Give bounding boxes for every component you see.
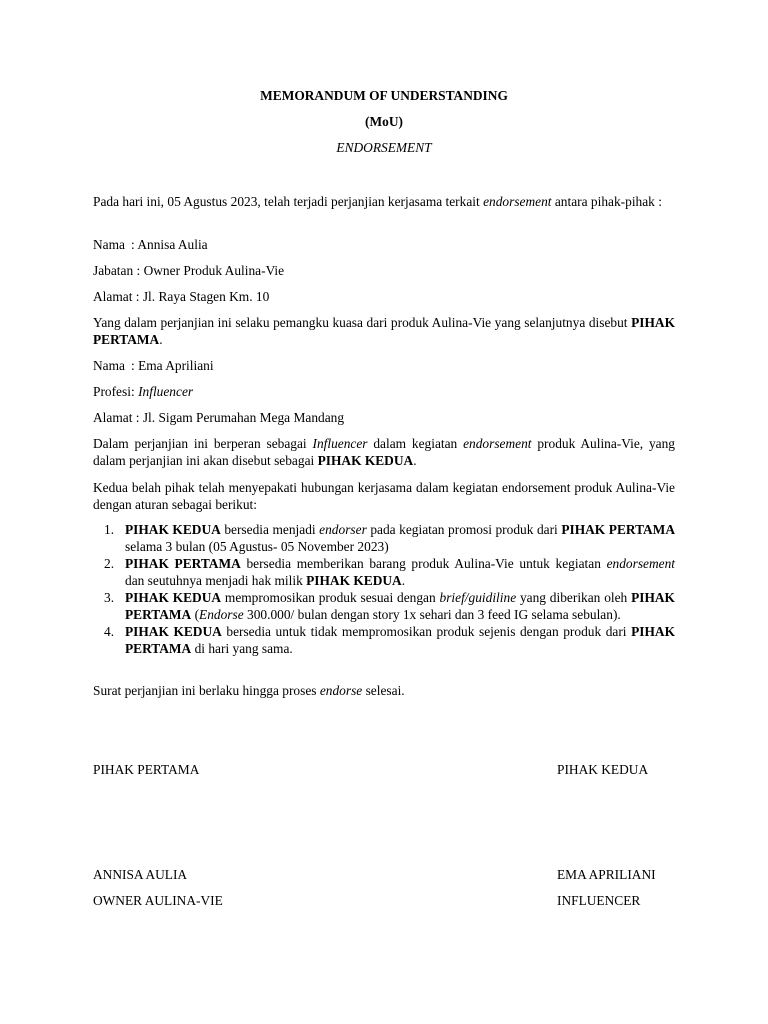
closing-paragraph bbox=[93, 682, 675, 699]
party1-desc-text: Yang dalam perjanjian ini selaku pemangku kuasa dari produk Aulina-Vie yang selanjutnya disebut bbox=[93, 315, 632, 330]
signature-right-role: PIHAK KEDUA bbox=[557, 762, 649, 777]
party1-address-line bbox=[93, 288, 675, 305]
party2-name-label: Nama bbox=[93, 358, 125, 373]
term-text: di hari yang sama. bbox=[191, 641, 293, 656]
document-kind: ENDORSEMENT bbox=[336, 140, 432, 155]
party1-description bbox=[93, 314, 675, 348]
term-text: ( bbox=[191, 607, 200, 622]
party2-desc-a: Dalam perjanjian ini berperan sebagai bbox=[93, 436, 313, 451]
party1-name-label: Nama bbox=[93, 237, 125, 252]
party2-desc-c: dalam kegiatan bbox=[367, 436, 464, 451]
party1-name-line bbox=[93, 236, 675, 253]
party2-desc-e: produk Aulina-Vie, yang dalam perjanjian ini akan disebut sebagai bbox=[93, 436, 675, 468]
term-party: PIHAK PERTAMA bbox=[125, 624, 675, 656]
party1-position-label: Jabatan bbox=[93, 263, 134, 278]
term-party: PIHAK KEDUA bbox=[125, 624, 222, 639]
party1-name-value: : Annisa Aulia bbox=[131, 237, 208, 252]
term-text: selama 3 bulan (05 Agustus- 05 November 2023) bbox=[125, 539, 389, 554]
party2-profession-value: Influencer bbox=[138, 384, 194, 399]
party1-desc-term: PIHAK PERTAMA bbox=[93, 315, 675, 347]
party2-profession-line bbox=[93, 383, 675, 400]
signature-right-name: EMA APRILIANI bbox=[557, 867, 656, 882]
term-number: 1. bbox=[104, 522, 115, 537]
party2-desc-end: . bbox=[413, 453, 417, 468]
party2-profession-label: Profesi bbox=[93, 384, 131, 399]
term-party: PIHAK PERTAMA bbox=[125, 556, 241, 571]
party2-desc-b: Influencer bbox=[312, 436, 368, 451]
term-party: PIHAK PERTAMA bbox=[125, 590, 675, 622]
term-party: PIHAK KEDUA bbox=[125, 590, 222, 605]
term-party: PIHAK KEDUA bbox=[306, 573, 402, 588]
party2-address-label: Alamat bbox=[93, 410, 133, 425]
party1-position-line bbox=[93, 262, 675, 279]
term-item bbox=[93, 521, 675, 555]
term-item bbox=[93, 555, 675, 589]
term-item bbox=[93, 589, 675, 623]
term-text: 300.000/ bulan dengan story 1x sehari dan 3 feed IG selama sebulan). bbox=[243, 607, 621, 622]
party2-desc-d: endorsement bbox=[463, 436, 532, 451]
party2-profession-colon: : bbox=[131, 384, 139, 399]
term-text: bersedia menjadi bbox=[220, 522, 320, 537]
term-number: 4. bbox=[104, 624, 115, 639]
term-italic: Endorse bbox=[199, 607, 244, 622]
signature-left-name: ANNISA AULIA bbox=[93, 867, 188, 882]
term-number: 2. bbox=[104, 556, 115, 571]
term-text: dan seutuhnya menjadi hak milik bbox=[125, 573, 307, 588]
party1-address-label: Alamat bbox=[93, 289, 133, 304]
term-text: . bbox=[401, 573, 406, 588]
party2-desc-term: PIHAK KEDUA bbox=[317, 453, 414, 468]
intro-paragraph bbox=[93, 193, 675, 210]
party2-address-line bbox=[93, 409, 675, 426]
closing-italic: endorse bbox=[319, 683, 363, 698]
party2-description bbox=[93, 435, 675, 469]
term-number: 3. bbox=[104, 590, 115, 605]
term-italic: brief/guidiline bbox=[439, 590, 517, 605]
closing-text: Surat perjanjian ini berlaku hingga proses bbox=[93, 683, 320, 698]
intro-text: Pada hari ini, 05 Agustus 2023, telah terjadi perjanjian kerjasama terkait bbox=[93, 194, 484, 209]
term-italic: endorsement bbox=[606, 556, 676, 571]
term-item bbox=[93, 623, 675, 657]
term-text: yang diberikan oleh bbox=[516, 590, 632, 605]
party2-address-value: : Jl. Sigam Perumahan Mega Mandang bbox=[135, 410, 345, 425]
closing-text-end: selesai. bbox=[362, 683, 405, 698]
party1-position-value: : Owner Produk Aulina-Vie bbox=[136, 263, 285, 278]
terms-list bbox=[93, 521, 675, 657]
signature-left-role: PIHAK PERTAMA bbox=[93, 762, 200, 777]
party2-name-value: : Ema Apriliani bbox=[131, 358, 214, 373]
document-page bbox=[93, 0, 675, 1024]
term-party: PIHAK PERTAMA bbox=[561, 522, 675, 537]
signature-left-title: OWNER AULINA-VIE bbox=[93, 893, 223, 908]
term-party: PIHAK KEDUA bbox=[125, 522, 221, 537]
agreement-intro: Kedua belah pihak telah menyepakati hubungan kerjasama dalam kegiatan endorsement produk Aulina-Vie dengan aturan sebagai berikut: bbox=[93, 480, 675, 512]
intro-text-end: antara pihak-pihak : bbox=[551, 194, 662, 209]
signature-right-title: INFLUENCER bbox=[557, 893, 641, 908]
party2-name-line bbox=[93, 357, 675, 374]
term-text: pada kegiatan promosi produk dari bbox=[366, 522, 562, 537]
term-text: bersedia memberikan barang produk Aulina-Vie untuk kegiatan bbox=[240, 556, 607, 571]
term-italic: endorser bbox=[319, 522, 367, 537]
party1-address-value: : Jl. Raya Stagen Km. 10 bbox=[135, 289, 270, 304]
document-title: MEMORANDUM OF UNDERSTANDING bbox=[260, 88, 508, 103]
intro-italic: endorsement bbox=[483, 194, 552, 209]
term-text: bersedia untuk tidak mempromosikan produk sejenis dengan produk dari bbox=[221, 624, 632, 639]
document-subtitle: (MoU) bbox=[365, 114, 403, 129]
term-text: mempromosikan produk sesuai dengan bbox=[221, 590, 440, 605]
party1-desc-end: . bbox=[159, 332, 163, 347]
